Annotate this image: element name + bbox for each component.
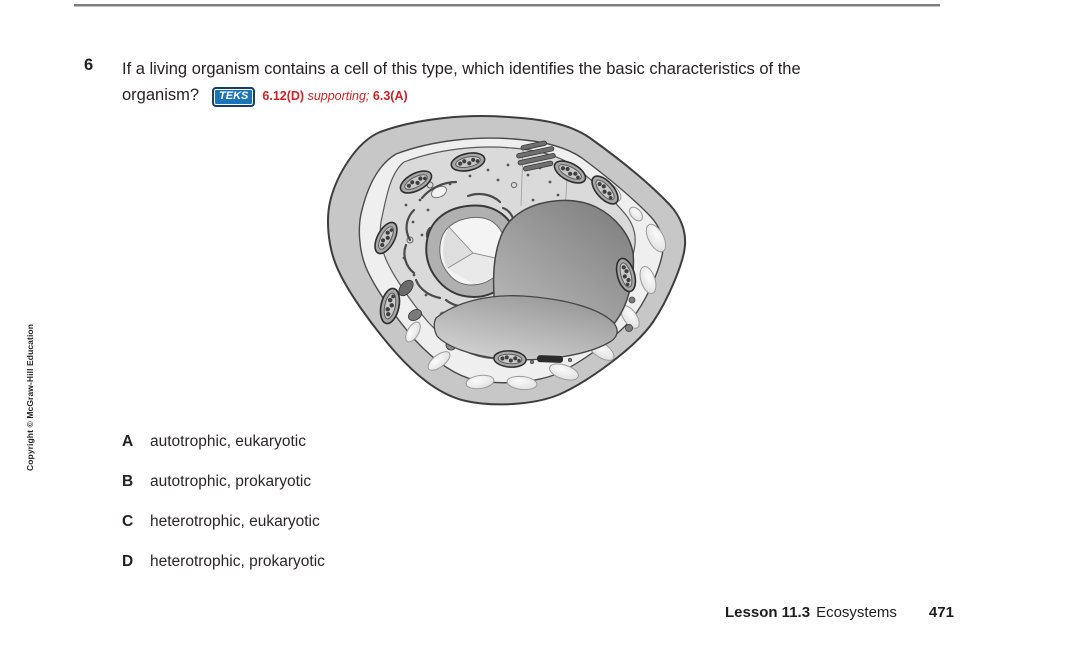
answer-choice-b — [122, 473, 325, 513]
lesson-title: Ecosystems — [816, 604, 897, 621]
answer-choice-d — [122, 553, 325, 593]
teks-supporting-label: supporting; — [307, 89, 370, 103]
teks-badge: TEKS — [212, 87, 255, 107]
question-line1: If a living organism contains a cell of this type, which identifies the basic characteristics of the — [122, 60, 801, 78]
top-rule — [74, 4, 940, 7]
plant-cell-illustration — [318, 110, 703, 410]
choice-text: autotrophic, prokaryotic — [150, 473, 312, 490]
teks-ref-1: 6.12(D) — [262, 89, 305, 103]
choice-letter: B — [122, 473, 134, 490]
question-text — [122, 56, 932, 109]
answer-choices — [122, 433, 325, 593]
choice-letter: C — [122, 513, 134, 530]
choice-text: heterotrophic, prokaryotic — [150, 553, 325, 570]
teks-ref-2: 6.3(A) — [372, 89, 408, 103]
answer-choice-a — [122, 433, 325, 473]
copyright-sidebar-text: Copyright © McGraw-Hill Education — [25, 324, 35, 471]
lesson-label: Lesson 11.3 — [725, 604, 811, 621]
bottom-capsule-organelle — [537, 355, 563, 363]
question-number: 6 — [84, 56, 94, 74]
teks-references — [262, 89, 407, 103]
page-footer — [725, 604, 954, 621]
answer-choice-c — [122, 513, 325, 553]
choice-letter: A — [122, 433, 134, 450]
choice-text: heterotrophic, eukaryotic — [150, 513, 320, 530]
question-line2: organism? — [122, 86, 200, 104]
choice-text: autotrophic, eukaryotic — [150, 433, 306, 450]
choice-letter: D — [122, 553, 134, 570]
page-number: 471 — [928, 604, 954, 621]
